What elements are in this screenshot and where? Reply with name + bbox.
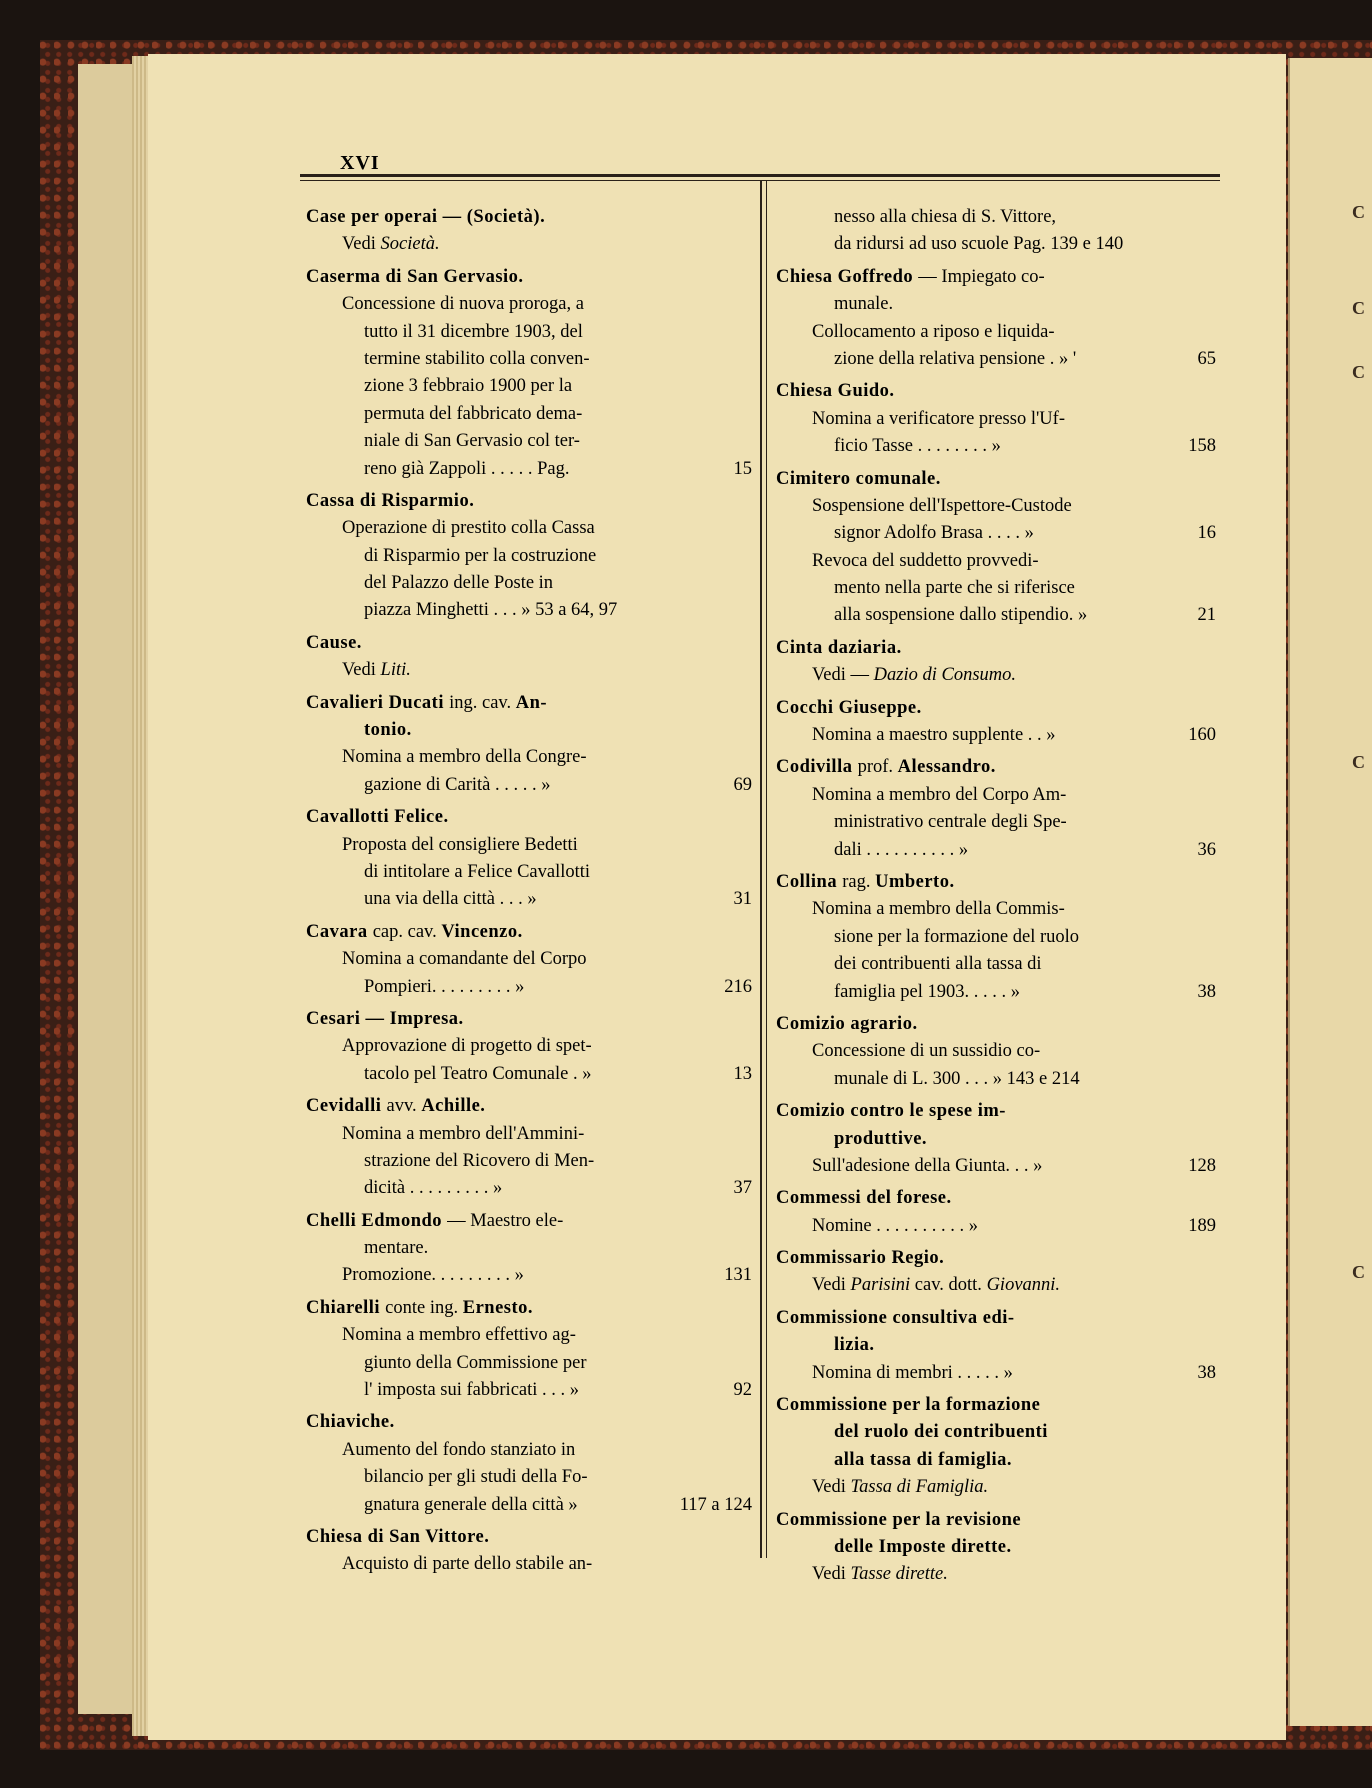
entry-text: lizia.	[834, 1335, 875, 1356]
index-heading	[306, 1208, 752, 1235]
index-entry-line	[306, 515, 752, 542]
entry-text: dicità . . . . . . . . . »	[364, 1178, 503, 1199]
entry-text: l' imposta sui fabbricati . . . »	[364, 1380, 580, 1401]
index-entry-line	[776, 433, 1216, 460]
index-entry-line	[306, 1262, 752, 1289]
index-heading	[776, 695, 1216, 722]
index-heading	[776, 1305, 1216, 1332]
page-reference: 38	[1197, 981, 1216, 1002]
entry-text: Chiarelli	[306, 1297, 386, 1318]
index-entry-line	[306, 319, 752, 346]
page-reference: 16	[1197, 523, 1216, 544]
entry-text: Vedi	[342, 660, 381, 681]
index-entry-line	[306, 1492, 752, 1519]
entry-text: una via della città . . . »	[364, 889, 537, 910]
index-heading	[776, 1507, 1216, 1534]
index-heading	[776, 1126, 1216, 1153]
entry-text: Cevidalli	[306, 1096, 387, 1117]
entry-text: Vedi	[342, 234, 381, 255]
index-entry-line	[306, 1121, 752, 1148]
entry-text: Promozione. . . . . . . . . »	[342, 1265, 524, 1286]
index-entry-line	[776, 1153, 1216, 1180]
entry-plain: rag.	[842, 871, 876, 892]
entry-text: Cimitero comunale.	[776, 468, 941, 489]
index-entry-line	[776, 924, 1216, 951]
entry-text: Chiesa Guido.	[776, 381, 895, 402]
page-reference: 160	[1188, 725, 1216, 746]
index-entry-line	[306, 946, 752, 973]
index-entry-line	[306, 373, 752, 400]
entry-italic: Dazio di Consumo.	[873, 665, 1017, 686]
entry-text: Nomina di membri . . . . . »	[812, 1362, 1013, 1383]
entry-text: Commissione per la revisione	[776, 1509, 1022, 1530]
entry-text: dei contribuenti alla tassa di	[834, 954, 1042, 975]
index-entry-line	[776, 548, 1216, 575]
entry-text: giunto della Commissione per	[364, 1352, 587, 1373]
entry-text: dali . . . . . . . . . . »	[834, 839, 969, 860]
entry-italic: Tasse dirette.	[850, 1564, 948, 1585]
entry-text: Commessi del forese.	[776, 1188, 952, 1209]
index-entry-line	[776, 1561, 1216, 1588]
index-entry-line	[776, 782, 1216, 809]
entry-italic: Tassa di Famiglia.	[850, 1477, 989, 1498]
index-heading	[306, 717, 752, 744]
entry-text: sione per la formazione del ruolo	[834, 926, 1080, 947]
index-heading	[776, 1392, 1216, 1419]
page-reference: 117 a 124	[679, 1494, 752, 1515]
index-heading	[306, 1295, 752, 1322]
index-entry-line	[776, 809, 1216, 836]
index-entry-line	[306, 1235, 752, 1262]
entry-text: signor Adolfo Brasa . . . . »	[834, 523, 1034, 544]
index-heading	[776, 264, 1216, 291]
page-reference: 36	[1197, 839, 1216, 860]
index-heading	[306, 1093, 752, 1120]
entry-text: Concessione di nuova proroga, a	[342, 294, 584, 315]
index-entry-line	[306, 1551, 752, 1578]
entry-text: Commissario Regio.	[776, 1248, 945, 1269]
index-entry-line	[306, 832, 752, 859]
facing-page-letter: C	[1352, 202, 1365, 222]
entry-text: tutto il 31 dicembre 1903, del	[364, 321, 583, 342]
index-entry-line	[306, 1350, 752, 1377]
index-entry-line	[776, 346, 1216, 373]
entry-text: Vedi	[812, 1564, 851, 1585]
index-heading	[306, 1409, 752, 1436]
entry-text: Nomina a maestro supplente . . »	[812, 725, 1056, 746]
entry-plain: cap. cav.	[372, 921, 442, 942]
entry-text: Chiaviche.	[306, 1412, 395, 1433]
facing-page-letter: C	[1352, 298, 1365, 318]
entry-text: Sull'adesione della Giunta. . . »	[812, 1155, 1043, 1176]
index-entry-line	[776, 1272, 1216, 1299]
index-heading	[776, 1332, 1216, 1359]
index-entry-line	[776, 231, 1216, 258]
page-reference: 31	[733, 889, 752, 910]
column-rule	[760, 180, 762, 1558]
page-reference: 15	[733, 458, 752, 479]
entry-text: Proposta del consigliere Bedetti	[342, 834, 578, 855]
entry-text: Aumento del fondo stanziato in	[342, 1439, 576, 1460]
entry-text-cont: cav. dott.	[914, 1275, 987, 1296]
entry-text: Cocchi Giuseppe.	[776, 697, 922, 718]
entry-text: produttive.	[834, 1128, 928, 1149]
index-entry-line	[306, 291, 752, 318]
index-entry-line	[306, 428, 752, 455]
entry-text: Nomina a comandante del Corpo	[342, 949, 587, 970]
entry-text-cont: An-	[515, 692, 548, 713]
index-entry-line	[776, 1038, 1216, 1065]
index-heading	[776, 1185, 1216, 1212]
index-entry-line	[776, 602, 1216, 629]
index-heading	[306, 690, 752, 717]
entry-text: zione della relativa pensione . » '	[834, 348, 1077, 369]
index-entry-line	[306, 657, 752, 684]
entry-text: ficio Tasse . . . . . . . . »	[834, 436, 1001, 457]
entry-text: Cavara	[306, 921, 373, 942]
page-reference: 21	[1197, 605, 1216, 626]
index-entry-line	[306, 974, 752, 1001]
facing-page-letter: C	[1352, 1262, 1365, 1282]
index-heading	[776, 635, 1216, 662]
entry-text: Vedi	[812, 1477, 851, 1498]
index-entry-line	[776, 520, 1216, 547]
index-heading	[776, 1419, 1216, 1446]
entry-text: Collocamento a riposo e liquida-	[812, 321, 1055, 342]
entry-text: tacolo pel Teatro Comunale . »	[364, 1063, 592, 1084]
entry-text-cont: Alessandro.	[897, 757, 996, 778]
index-heading	[306, 630, 752, 657]
entry-text-cont: Vincenzo.	[441, 921, 523, 942]
index-entry-line	[306, 1437, 752, 1464]
entry-text: Chiesa Goffredo	[776, 266, 919, 287]
index-heading	[776, 869, 1216, 896]
entry-text: termine stabilito colla conven-	[364, 348, 590, 369]
entry-text: gazione di Carità . . . . . »	[364, 774, 551, 795]
index-entry-line	[306, 570, 752, 597]
entry-text: mentare.	[364, 1238, 429, 1259]
entry-text: munale di L. 300 . . . » 143 e 214	[834, 1068, 1080, 1089]
entry-text: Chelli Edmondo	[306, 1210, 448, 1231]
entry-plain: — Maestro ele-	[447, 1210, 564, 1231]
index-heading	[776, 1011, 1216, 1038]
index-column-left	[306, 204, 752, 1579]
index-heading	[776, 378, 1216, 405]
entry-text: da ridursi ad uso scuole Pag. 139 e 140	[834, 234, 1124, 255]
entry-text: Nomina a membro dell'Ammini-	[342, 1123, 585, 1144]
entry-italic: Giovanni.	[986, 1275, 1061, 1296]
index-heading	[306, 804, 752, 831]
entry-italic: Società.	[380, 234, 440, 255]
entry-text: di Risparmio per la costruzione	[364, 545, 597, 566]
index-heading	[776, 1098, 1216, 1125]
index-entry-line	[306, 597, 752, 624]
entry-text: tonio.	[364, 720, 412, 741]
index-entry-line	[776, 722, 1216, 749]
index-entry-line	[306, 401, 752, 428]
entry-text: Nomina a membro della Congre-	[342, 747, 587, 768]
entry-text: nesso alla chiesa di S. Vittore,	[834, 207, 1057, 227]
index-heading	[306, 204, 752, 231]
entry-text: gnatura generale della città »	[364, 1494, 578, 1515]
entry-text: Nomina a verificatore presso l'Uf-	[812, 408, 1065, 429]
entry-text: Cavalieri Ducati	[306, 692, 450, 713]
page-reference: 65	[1197, 348, 1216, 369]
entry-text: Operazione di prestito colla Cassa	[342, 518, 595, 539]
entry-text: Concessione di un sussidio co-	[812, 1041, 1041, 1062]
entry-text: Approvazione di progetto di spet-	[342, 1036, 592, 1057]
index-heading	[306, 919, 752, 946]
index-entry-line	[306, 1061, 752, 1088]
entry-text: mento nella parte che si riferisce	[834, 578, 1075, 599]
page-reference: 13	[733, 1063, 752, 1084]
page-reference: 158	[1188, 436, 1216, 457]
page-reference: 37	[733, 1178, 752, 1199]
entry-text-cont: Umberto.	[875, 871, 955, 892]
entry-text: Acquisto di parte dello stabile an-	[342, 1554, 593, 1575]
index-entry-line	[306, 1033, 752, 1060]
entry-text: Revoca del suddetto provvedi-	[812, 550, 1039, 571]
entry-plain: conte ing.	[385, 1297, 463, 1318]
entry-text: permuta del fabbricato dema-	[364, 403, 583, 424]
index-entry-line	[306, 1377, 752, 1404]
index-entry-line	[306, 346, 752, 373]
page-folio: XVI	[340, 152, 380, 174]
entry-plain: — Impiegato co-	[918, 266, 1045, 287]
index-heading	[776, 1245, 1216, 1272]
entry-text: Codivilla	[776, 757, 858, 778]
facing-page-letter: C	[1352, 752, 1365, 772]
index-entry-line	[776, 575, 1216, 602]
index-entry-line	[776, 951, 1216, 978]
index-entry-line	[776, 1213, 1216, 1240]
index-heading	[306, 1524, 752, 1551]
index-entry-line	[776, 837, 1216, 864]
entry-text: Commissione per la formazione	[776, 1395, 1041, 1416]
entry-text: Collina	[776, 871, 843, 892]
index-entry-line	[776, 319, 1216, 346]
entry-text: Comizio agrario.	[776, 1013, 918, 1034]
entry-text: Nomina a membro del Corpo Am-	[812, 784, 1067, 805]
entry-text: famiglia pel 1903. . . . . »	[834, 981, 1020, 1002]
entry-text: Case per operai — (Società).	[306, 207, 546, 227]
index-entry-line	[306, 543, 752, 570]
index-entry-line	[776, 979, 1216, 1006]
entry-text: Cavallotti Felice.	[306, 807, 449, 828]
index-heading	[306, 1006, 752, 1033]
index-heading	[306, 488, 752, 515]
entry-text: alla sospensione dallo stipendio. »	[834, 605, 1088, 626]
entry-text: munale.	[834, 294, 894, 315]
entry-text: niale di San Gervasio col ter-	[364, 431, 580, 452]
entry-italic: Parisini	[850, 1275, 915, 1296]
entry-text: Cassa di Risparmio.	[306, 490, 475, 511]
index-entry-line	[306, 859, 752, 886]
entry-text: Cause.	[306, 632, 362, 653]
entry-plain: avv.	[386, 1096, 422, 1117]
index-heading	[306, 264, 752, 291]
entry-text: Nomine . . . . . . . . . . »	[812, 1215, 978, 1236]
index-entry-line	[776, 1066, 1216, 1093]
page-reference: 128	[1188, 1155, 1216, 1176]
page-reference: 131	[724, 1265, 752, 1286]
facing-page-letter: C	[1352, 362, 1365, 382]
index-entry-line	[306, 1464, 752, 1491]
index-heading	[776, 754, 1216, 781]
page-reference: 189	[1188, 1215, 1216, 1236]
entry-plain: ing. cav.	[449, 692, 516, 713]
index-entry-line	[776, 204, 1216, 231]
entry-text: Comizio contro le spese im-	[776, 1101, 1006, 1122]
entry-text: Commissione consultiva edi-	[776, 1307, 1015, 1328]
index-entry-line	[776, 896, 1216, 923]
entry-text: del ruolo dei contribuenti	[834, 1422, 1048, 1443]
index-entry-line	[306, 886, 752, 913]
index-entry-line	[306, 456, 752, 483]
index-entry-line	[306, 1148, 752, 1175]
index-heading	[776, 466, 1216, 493]
index-entry-line	[776, 1360, 1216, 1387]
page-reference: 38	[1197, 1362, 1216, 1383]
entry-text: delle Imposte dirette.	[834, 1536, 1012, 1557]
entry-text: del Palazzo delle Poste in	[364, 573, 554, 594]
entry-text-cont: Achille.	[421, 1096, 486, 1117]
entry-plain: prof.	[857, 757, 898, 778]
entry-text: bilancio per gli studi della Fo-	[364, 1467, 588, 1488]
entry-text: Vedi —	[812, 665, 874, 686]
entry-text: Nomina a membro effettivo ag-	[342, 1325, 576, 1346]
entry-text: di intitolare a Felice Cavallotti	[364, 861, 591, 882]
index-entry-line	[776, 493, 1216, 520]
entry-text-cont: Ernesto.	[462, 1297, 534, 1318]
index-entry-line	[306, 1322, 752, 1349]
index-column-right	[776, 204, 1216, 1589]
entry-text: Cinta daziaria.	[776, 637, 902, 658]
index-heading	[776, 1447, 1216, 1474]
entry-text: Sospensione dell'Ispettore-Custode	[812, 495, 1072, 516]
entry-text: ministrativo centrale degli Spe-	[834, 812, 1067, 833]
page-reference: 92	[733, 1380, 752, 1401]
column-rule-thin	[766, 180, 767, 1558]
entry-text: Pompieri. . . . . . . . . »	[364, 976, 525, 997]
entry-text: zione 3 febbraio 1900 per la	[364, 376, 573, 397]
entry-italic: Liti.	[380, 660, 411, 681]
entry-text: Caserma di San Gervasio.	[306, 266, 524, 287]
index-entry-line	[776, 662, 1216, 689]
index-entry-line	[306, 1175, 752, 1202]
index-entry-line	[776, 406, 1216, 433]
index-heading	[776, 1534, 1216, 1561]
entry-text: Nomina a membro della Commis-	[812, 899, 1065, 920]
entry-text: Vedi	[812, 1275, 851, 1296]
page-reference: 69	[733, 774, 752, 795]
index-entry-line	[776, 291, 1216, 318]
entry-text: strazione del Ricovero di Men-	[364, 1150, 595, 1171]
entry-text: alla tassa di famiglia.	[834, 1449, 1013, 1470]
header-rule	[300, 174, 1220, 177]
entry-text: piazza Minghetti . . . » 53 a 64, 97	[364, 600, 618, 621]
entry-text: Cesari — Impresa.	[306, 1008, 464, 1029]
index-entry-line	[306, 772, 752, 799]
page-reference: 216	[724, 976, 752, 997]
entry-text: Chiesa di San Vittore.	[306, 1526, 490, 1547]
index-entry-line	[306, 744, 752, 771]
index-entry-line	[776, 1474, 1216, 1501]
index-entry-line	[306, 231, 752, 258]
entry-text: reno già Zappoli . . . . . Pag.	[364, 458, 570, 479]
